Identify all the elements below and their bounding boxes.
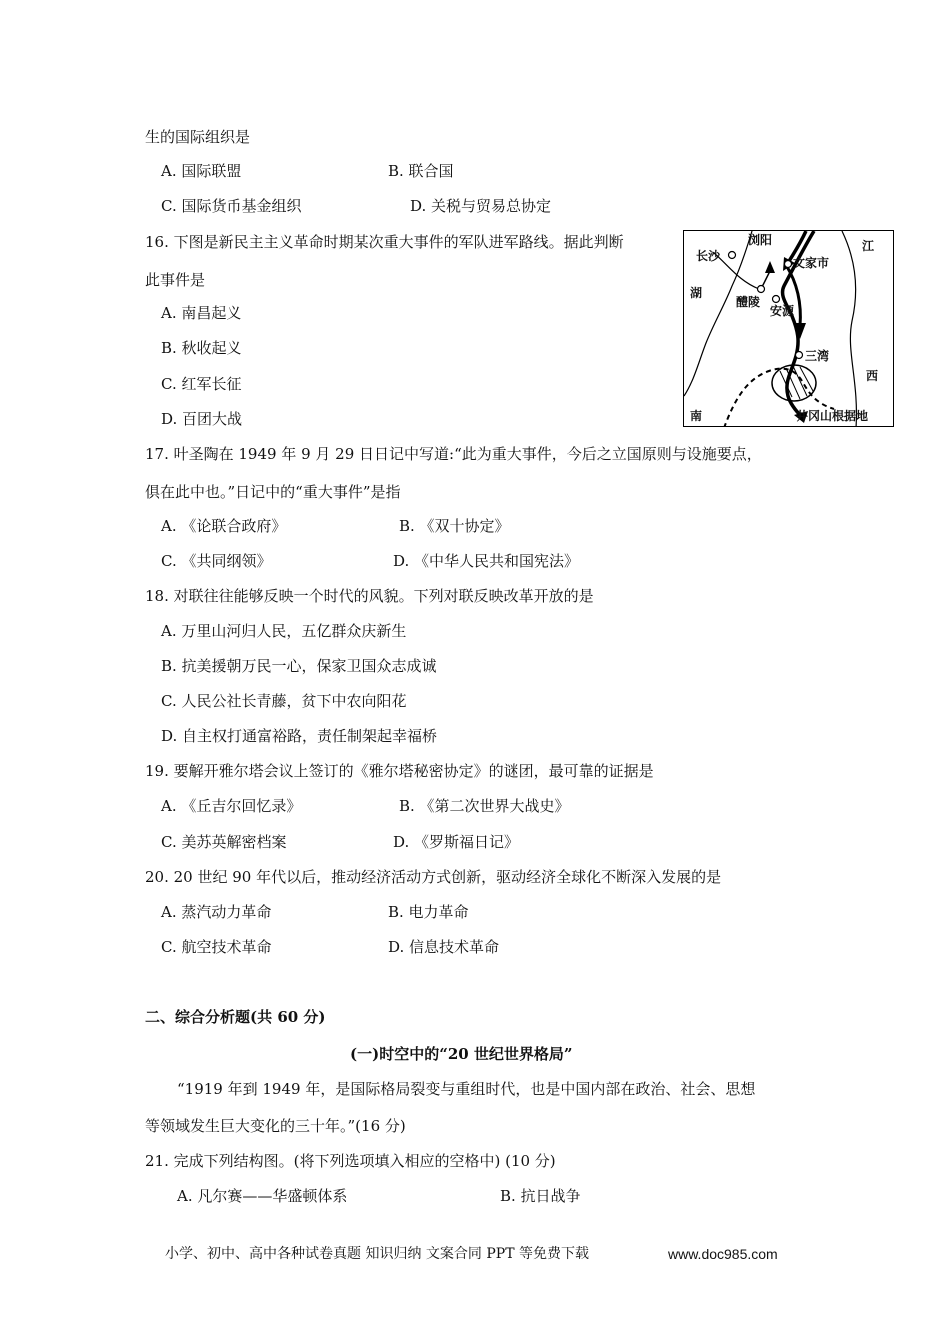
- q19-stem: 19. 要解开雅尔塔会议上签订的《雅尔塔秘密协定》的谜团，最可靠的证据是: [145, 762, 654, 780]
- q20-option-a: A. 蒸汽动力革命: [161, 903, 272, 921]
- q19-option-c: C. 美苏英解密档案: [161, 833, 287, 851]
- q16-stem-line2: 此事件是: [145, 271, 206, 289]
- q17-stem-line2: 俱在此中也。”日记中的“重大事件”是指: [145, 483, 401, 501]
- q18-option-d: D. 自主权打通富裕路，责任制架起幸福桥: [161, 727, 438, 745]
- q21-option-b: B. 抗日战争: [500, 1187, 581, 1205]
- map-label-liling: 醴陵: [736, 295, 761, 309]
- section2-subheading: (一)时空中的“20 世纪世界格局”: [350, 1045, 573, 1063]
- footer-text: 小学、初中、高中各种试卷真题 知识归纳 文案合同 PPT 等免费下载: [165, 1246, 589, 1262]
- q16-option-a: A. 南昌起义: [161, 304, 242, 322]
- q16-option-c: C. 红军长征: [161, 375, 242, 393]
- q19-option-d: D. 《罗斯福日记》: [393, 833, 520, 851]
- section2-intro-line2: 等领域发生巨大变化的三十年。”(16 分): [145, 1117, 406, 1135]
- q19-option-b: B. 《第二次世界大战史》: [399, 797, 570, 815]
- map-label-xi: 西: [866, 369, 879, 383]
- q18-option-b: B. 抗美援朝万民一心，保家卫国众志成诚: [161, 657, 437, 675]
- map-label-jiang: 江: [862, 239, 875, 253]
- section2-intro-line1: “1919 年到 1949 年，是国际格局裂变与重组时代，也是中国内部在政治、社会、思想: [177, 1080, 756, 1098]
- q20-option-b: B. 电力革命: [388, 903, 469, 921]
- section2-heading: 二、综合分析题(共 60 分): [145, 1008, 326, 1026]
- q16-option-d: D. 百团大战: [161, 410, 243, 428]
- q21-option-a: A. 凡尔赛——华盛顿体系: [177, 1187, 348, 1205]
- q17-option-d: D. 《中华人民共和国宪法》: [393, 552, 580, 570]
- q17-stem-line1: 17. 叶圣陶在 1949 年 9 月 29 日日记中写道:“此为重大事件，今后之立国原则与设施要点，: [145, 445, 762, 463]
- q15-option-b: B. 联合国: [388, 162, 454, 180]
- q17-option-b: B. 《双十协定》: [399, 517, 510, 535]
- q20-option-c: C. 航空技术革命: [161, 938, 272, 956]
- map-label-jinggangshan: 井冈山根据地: [796, 409, 869, 423]
- q16-option-b: B. 秋收起义: [161, 339, 242, 357]
- q18-option-c: C. 人民公社长青藤，贫下中农向阳花: [161, 692, 407, 710]
- map-label-liuyang: 浏阳: [748, 233, 773, 247]
- q18-option-a: A. 万里山河归人民，五亿群众庆新生: [161, 622, 407, 640]
- footer-site-link[interactable]: www.doc985.com: [668, 1246, 778, 1262]
- q15-option-c: C. 国际货币基金组织: [161, 197, 302, 215]
- map-label-nan: 南: [690, 409, 703, 423]
- q20-stem: 20. 20 世纪 90 年代以后，推动经济活动方式创新，驱动经济全球化不断深入发展的是: [145, 868, 722, 886]
- q15-stem-tail: 生的国际组织是: [145, 128, 251, 146]
- q17-option-c: C. 《共同纲领》: [161, 552, 272, 570]
- map-label-sanwan: 三湾: [805, 349, 830, 363]
- q20-option-d: D. 信息技术革命: [388, 938, 500, 956]
- map-label-changsha: 长沙: [696, 249, 721, 263]
- map-label-wenjiashi: 文家市: [793, 256, 830, 270]
- q21-stem: 21. 完成下列结构图。(将下列选项填入相应的空格中) (10 分): [145, 1152, 556, 1170]
- q16-stem-line1: 16. 下图是新民主主义革命时期某次重大事件的军队进军路线。据此判断: [145, 233, 624, 251]
- q19-option-a: A. 《丘吉尔回忆录》: [161, 797, 302, 815]
- q15-option-d: D. 关税与贸易总协定: [410, 197, 552, 215]
- q17-option-a: A. 《论联合政府》: [161, 517, 287, 535]
- map-label-hu: 湖: [690, 286, 703, 300]
- q18-stem: 18. 对联往往能够反映一个时代的风貌。下列对联反映改革开放的是: [145, 587, 594, 605]
- q15-option-a: A. 国际联盟: [161, 162, 242, 180]
- map-label-anyuan: 安源: [770, 304, 795, 318]
- route-map: [683, 230, 894, 427]
